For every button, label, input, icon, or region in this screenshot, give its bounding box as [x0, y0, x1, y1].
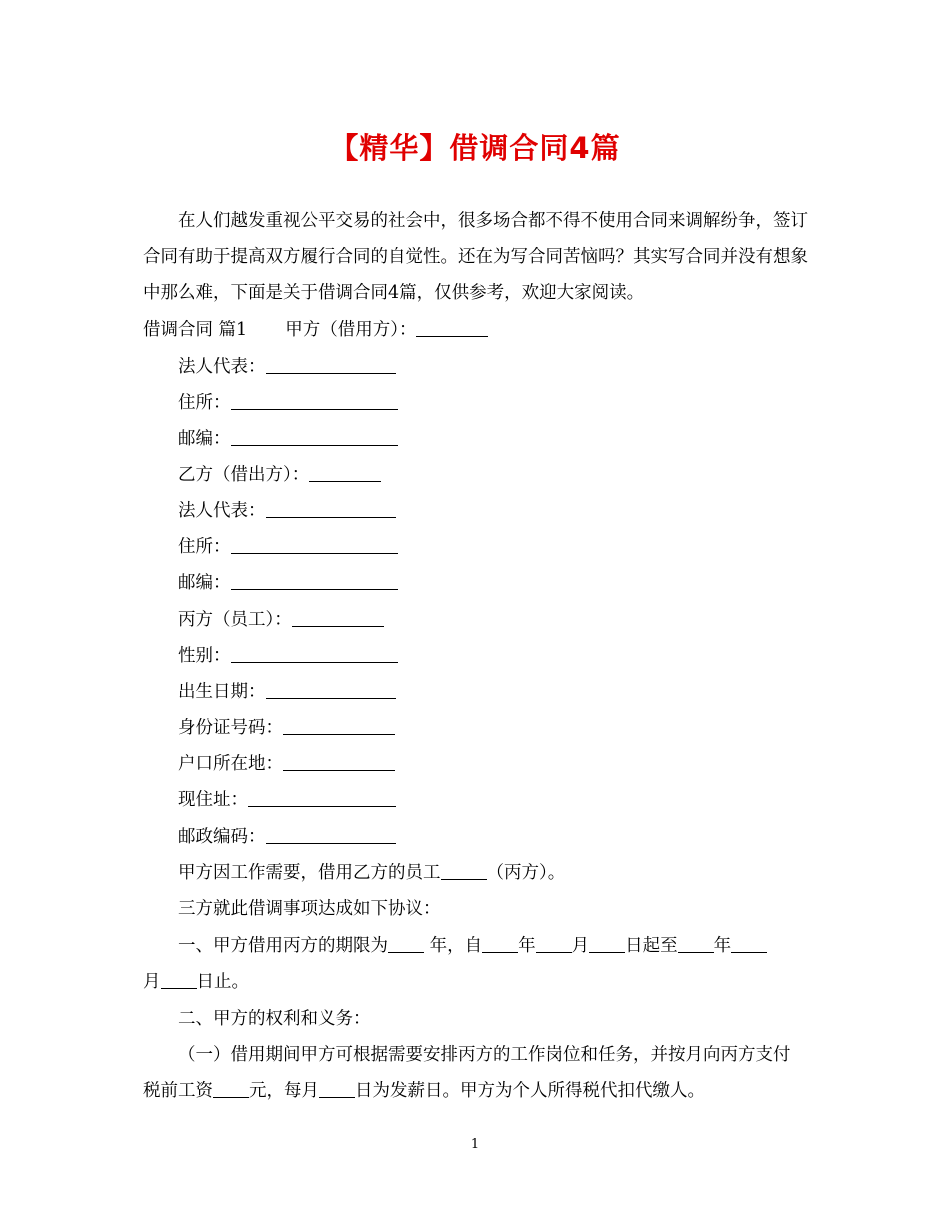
- term-text-2: 年，自: [424, 936, 483, 956]
- id-number-line: [178, 716, 395, 740]
- postal-code-blank: [266, 826, 396, 844]
- party-a-postcode-blank: [231, 428, 398, 446]
- hukou-line: [178, 752, 395, 776]
- rights-heading: 二、甲方的权利和义务：: [178, 1009, 371, 1029]
- party-a-postcode-label: 邮编：: [178, 429, 231, 449]
- payday-blank: [319, 1080, 355, 1098]
- party-a-blank: [416, 319, 488, 337]
- party-a-address-label: 住所：: [178, 393, 231, 413]
- party-b-address-blank: [231, 536, 398, 554]
- term-text-5: 日起至: [625, 936, 678, 956]
- party-b-postcode-line: [178, 571, 398, 595]
- term-text-8: 日止。: [196, 972, 249, 992]
- postal-code-label: 邮政编码：: [178, 827, 266, 847]
- id-number-blank: [283, 717, 395, 735]
- postal-code-line: [178, 825, 396, 849]
- hukou-label: 户口所在地：: [178, 754, 283, 774]
- gender-line: [178, 644, 398, 668]
- party-a-rep-blank: [266, 356, 396, 374]
- birth-date-label: 出生日期：: [178, 682, 266, 702]
- end-day-blank: [161, 971, 197, 989]
- clause-need-line: [178, 861, 565, 885]
- end-month-blank-a: [731, 935, 767, 953]
- start-month-blank: [536, 935, 572, 953]
- clause-need-text: 甲方因工作需要，借用乙方的员工: [178, 863, 441, 883]
- employee-blank: [441, 862, 487, 880]
- current-address-label: 现住址：: [178, 790, 248, 810]
- party-c-label: 丙方（员工）：: [178, 610, 292, 630]
- rights-text-2: 元，每月: [249, 1081, 319, 1101]
- party-b-line: [178, 463, 381, 487]
- id-number-label: 身份证号码：: [178, 718, 283, 738]
- current-address-line: [178, 788, 396, 812]
- hukou-blank: [283, 753, 395, 771]
- clause-agree-text: 三方就此借调事项达成如下协议：: [178, 899, 441, 919]
- intro-text: 在人们越发重视公平交易的社会中，很多场合都不得不使用合同来调解纷争，签订合同有助于提高双方履行合同的自觉性。还在为写合同苦恼吗？其实写合同并没有想象中那么难，下面是关于借调合同4篇，仅供参考，欢迎大家阅读。: [143, 211, 808, 303]
- gender-blank: [231, 645, 398, 663]
- end-year-blank: [678, 935, 714, 953]
- term-line-1: [178, 934, 767, 958]
- article-label: 借调合同 篇1: [143, 320, 248, 340]
- party-c-blank: [292, 609, 384, 627]
- party-a-rep-line: [178, 355, 396, 379]
- party-c-line: [178, 608, 384, 632]
- party-a-label: 甲方（借用方）：: [285, 320, 417, 340]
- clause-need-tail: （丙方）。: [486, 863, 566, 883]
- party-b-rep-blank: [266, 500, 396, 518]
- term-years-blank: [388, 935, 424, 953]
- party-b-address-label: 住所：: [178, 537, 231, 557]
- page-number: 1: [470, 1137, 480, 1152]
- rights-text-3: 日为发薪日。甲方为个人所得税代扣代缴人。: [355, 1081, 705, 1101]
- birth-date-blank: [266, 681, 396, 699]
- intro-paragraph: [143, 203, 808, 311]
- party-b-rep-label: 法人代表：: [178, 501, 266, 521]
- party-b-postcode-blank: [231, 572, 398, 590]
- party-b-blank: [309, 464, 381, 482]
- party-b-postcode-label: 邮编：: [178, 573, 231, 593]
- start-day-blank: [589, 935, 625, 953]
- document-title: 【精华】借调合同4篇: [329, 131, 621, 165]
- party-b-label: 乙方（借出方）：: [178, 465, 310, 485]
- term-text-1: 一、甲方借用丙方的期限为: [178, 936, 388, 956]
- term-text-4: 月: [571, 936, 590, 956]
- term-text-3: 年: [518, 936, 536, 956]
- start-year-blank: [482, 935, 518, 953]
- party-b-address-line: [178, 535, 398, 559]
- clause-agree-line: [178, 897, 441, 921]
- rights-text-1: （一）借用期间甲方可根据需要安排丙方的工作岗位和任务，并按月向丙方支付税前工资: [143, 1045, 791, 1101]
- party-a-address-line: [178, 391, 398, 415]
- party-b-rep-line: [178, 499, 396, 523]
- party-a-postcode-line: [178, 427, 398, 451]
- term-text-7: 月: [143, 972, 161, 992]
- current-address-blank: [248, 789, 396, 807]
- birth-date-line: [178, 680, 396, 704]
- term-line-2: [143, 970, 249, 994]
- rights-paragraph: [143, 1037, 803, 1109]
- term-text-6: 年: [713, 936, 732, 956]
- article-heading-line: [143, 318, 488, 342]
- salary-blank: [213, 1080, 249, 1098]
- party-a-address-blank: [231, 392, 398, 410]
- party-a-rep-label: 法人代表：: [178, 357, 266, 377]
- gender-label: 性别：: [178, 646, 231, 666]
- rights-heading-line: [178, 1007, 371, 1031]
